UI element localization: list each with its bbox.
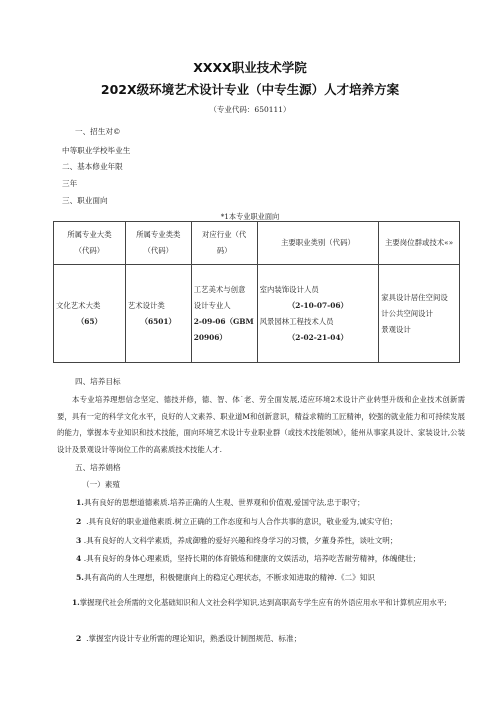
section-duration-title: 二、基本修业年限 bbox=[62, 162, 123, 171]
cell-major-class: 艺术设计类 （6501） bbox=[125, 265, 191, 363]
spec-item-2: 2 .具有良好的职业道他素质.树立正确的工作态度和与人合作共事的意识，敬业爱为,诚实守伯； bbox=[76, 517, 398, 526]
spec-item-1: 1.具有良好的思想道德素质.培养正确的人生观、世界观和价值观,爱国守法,忠于职守； bbox=[76, 498, 365, 507]
section-duration-value: 三年 bbox=[62, 179, 78, 188]
program-code: （专业代码：650111） bbox=[209, 105, 291, 114]
spec-item-4: 4 .具有良好的身体心理素质，坚持长期的体育锻炼和健康的文娱活动，培养吃苦耐劳精神，体魄健壮； bbox=[76, 554, 421, 563]
header-major-class: 所属专业类类 （代码） bbox=[125, 222, 191, 265]
cell-industry: 工艺美术与创意 设计专业人 2-09-06（GBM 20906） bbox=[191, 265, 257, 363]
cell-major-category: 文化艺术大类 （65） bbox=[54, 265, 126, 363]
table-header-row bbox=[54, 222, 460, 265]
specs-subtitle-quality: （一）素殖 bbox=[82, 480, 120, 489]
knowledge-item-1: 1.掌握现代社会所需的文化基础知识和人文社会科学知识,达到高职高专学生应有的外语应用水平和计算机应用水平; bbox=[72, 598, 447, 607]
spec-item-5: 5.具有高尚的人生理想，积极健康向上的稳定心理状态，不断求知进取的精神.《二》知识 bbox=[76, 573, 375, 582]
section-enrollment-title: 一、招生对© bbox=[75, 127, 121, 136]
spec-item-3: 3 .具有良好的人文科学素质，养成御雅的爱好兴趣和终身学习的习惯，夕董身养性，谈吐文明； bbox=[76, 536, 398, 545]
table-caption: *1本专业职业面向 bbox=[220, 212, 280, 221]
goals-body: 本专业培养理想信念坚定、德技并修，德、智、体˙老、劳全面发展,适应环境2术设计产业转型升级和企业技术创新需要，具有一定的科学文化水平，良好的人文素养、职业道M和创新意识，精益求精的工匠精神，较强的就业能力和可持续发展的能力，掌握本专业知识和技术技能，面向环境艺术设计专业职业群（或技术技能领域），能州从事家具设计、家装设计,公装设计及景观设计等岗位工作的高素质技术技能人才. bbox=[57, 395, 465, 454]
header-industry: 对应行业（代 码） bbox=[191, 222, 257, 265]
header-occupation: 主要职业类别（代码） bbox=[257, 222, 379, 265]
section-enrollment-value: 中等职业学校毕业生 bbox=[62, 146, 131, 155]
cell-occupation: 室内装饰设计人员 （2-10-07-06） 风景园林工程技术人员 （2-02-21-04） bbox=[257, 265, 379, 363]
school-title: XXXX职业技术学院 bbox=[193, 60, 307, 75]
section-occupation-title: 三、职业面向 bbox=[62, 196, 108, 205]
section-goals-title: 四、培养目标 bbox=[75, 377, 121, 386]
knowledge-item-2: 2 .掌握室内设计专业所需的理论知识，熟悉设计制图规范、标准； bbox=[76, 634, 302, 643]
header-positions: 主要岗位群或技术«» bbox=[379, 222, 460, 265]
header-major-category: 所属专业大类 （代码） bbox=[54, 222, 126, 265]
table-row bbox=[54, 265, 460, 363]
section-specs-title: 五、培养娟格 bbox=[75, 463, 121, 472]
cell-positions: 家具设计居住空间设 计公共空间设计 景观设计 bbox=[379, 265, 460, 363]
occupation-table bbox=[53, 221, 460, 363]
program-title: 202X级环境艺术设计专业（中专生源）人才培养方案 bbox=[100, 82, 400, 97]
